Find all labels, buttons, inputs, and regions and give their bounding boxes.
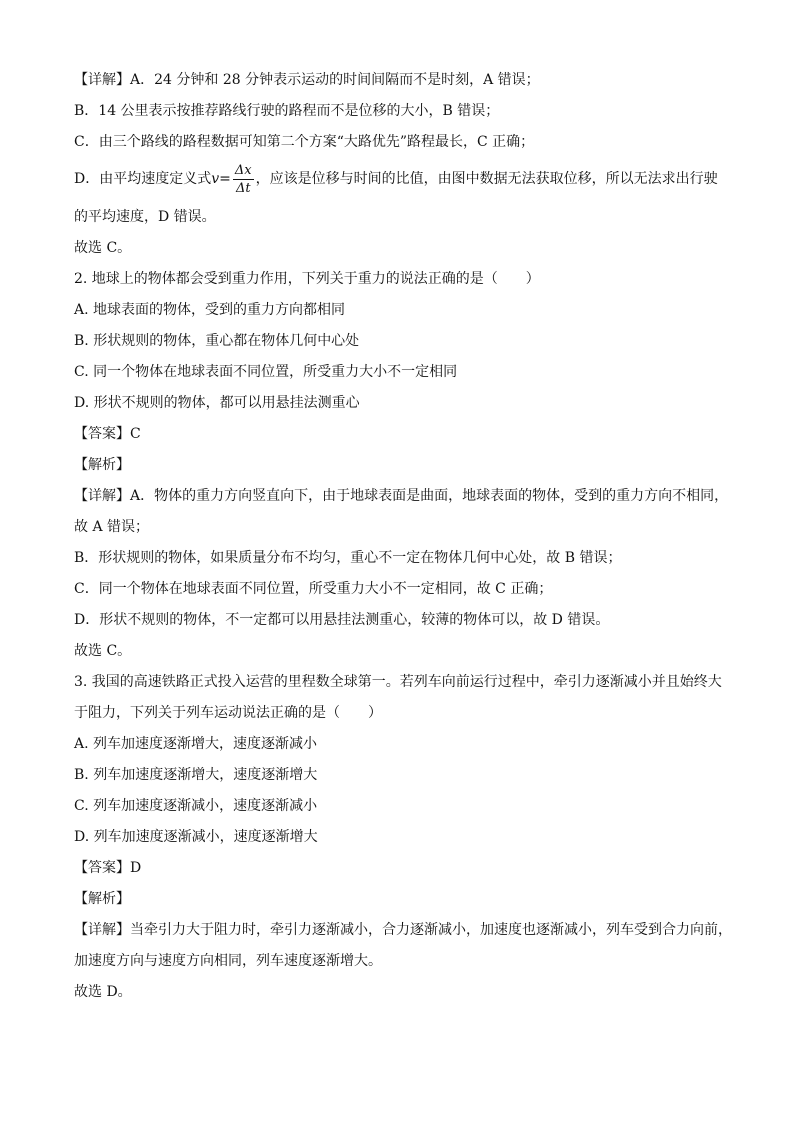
text-line: 【答案】D — [74, 859, 142, 876]
text-line: 【详解】A．物体的重力方向竖直向下，由于地球表面是曲面，地球表面的物体，受到的重力方向不相同， — [74, 487, 729, 504]
formula-variable: v — [211, 171, 220, 187]
text-line: 于阻力，下列关于列车运动说法正确的是（ ） — [74, 704, 382, 721]
q1-detail-c — [74, 126, 734, 157]
q3-detail-1 — [74, 914, 734, 945]
q2-detail-a-1 — [74, 480, 734, 511]
q3-stem-1 — [74, 666, 734, 697]
q2-detail-b — [74, 542, 734, 573]
text-line: D. 形状不规则的物体，都可以用悬挂法测重心 — [74, 394, 360, 411]
q2-opt-a — [74, 294, 734, 325]
fraction-denominator: Δt — [235, 180, 251, 196]
q3-opt-c — [74, 790, 734, 821]
fraction-numerator: Δx — [234, 162, 252, 178]
text-line: D．形状不规则的物体，不一定都可以用悬挂法测重心，较薄的物体可以，故 D 错误。 — [74, 611, 610, 628]
q1-detail-a — [74, 64, 734, 95]
q1-detail-d-2 — [74, 201, 734, 232]
text-line: D. 列车加速度逐渐减小，速度逐渐增大 — [74, 828, 318, 845]
text-line: 【解析】 — [74, 456, 130, 473]
text-line: B. 形状规则的物体，重心都在物体几何中心处 — [74, 332, 360, 349]
text-line: A. 地球表面的物体，受到的重力方向都相同 — [74, 301, 346, 318]
text-line: 【详解】当牵引力大于阻力时，牵引力逐渐减小，合力逐渐减小，加速度也逐渐减小，列车受到合力向前， — [74, 921, 732, 938]
q2-opt-b — [74, 325, 734, 356]
text-line: 【详解】A．24 分钟和 28 分钟表示运动的时间间隔而不是时刻，A 错误； — [74, 71, 540, 88]
text-line: 的平均速度，D 错误。 — [74, 208, 216, 225]
q2-answer — [74, 418, 734, 449]
q3-choose — [74, 976, 734, 1007]
q1-detail-d-formula — [74, 157, 734, 201]
q3-opt-d — [74, 821, 734, 852]
text-line: 故选 C。 — [74, 642, 132, 659]
text-line: 【答案】C — [74, 425, 141, 442]
text-line: 加速度方向与速度方向相同，列车速度逐渐增大。 — [74, 952, 382, 969]
text-line: C. 同一个物体在地球表面不同位置，所受重力大小不一定相同 — [74, 363, 458, 380]
text-line: B．形状规则的物体，如果质量分布不均匀，重心不一定在物体几何中心处，故 B 错误； — [74, 549, 622, 566]
q2-opt-d — [74, 387, 734, 418]
q3-analysis — [74, 883, 734, 914]
text-segment: ，应该是位移与时间的比值，由图中数据无法获取位移，所以无法求出行驶 — [255, 171, 718, 187]
q2-detail-d — [74, 604, 734, 635]
formula-fraction — [233, 164, 254, 195]
text-line: 故选 C。 — [74, 239, 132, 256]
document-body — [74, 64, 734, 1007]
formula-equals: = — [219, 171, 231, 187]
q3-opt-a — [74, 728, 734, 759]
text-line: 3. 我国的高速铁路正式投入运营的里程数全球第一。若列车向前运行过程中，牵引力逐渐减小并且始终大 — [74, 673, 722, 690]
q3-stem-2 — [74, 697, 734, 728]
text-line: C．同一个物体在地球表面不同位置，所受重力大小不一定相同，故 C 正确； — [74, 580, 553, 597]
text-segment: D．由平均速度定义式 — [74, 171, 212, 187]
q2-stem — [74, 263, 734, 294]
q2-detail-a-2 — [74, 511, 734, 542]
text-line: C. 列车加速度逐渐减小，速度逐渐减小 — [74, 797, 318, 814]
text-line: 故选 D。 — [74, 983, 132, 1000]
q3-answer — [74, 852, 734, 883]
q1-detail-b — [74, 95, 734, 126]
text-line: 【解析】 — [74, 890, 130, 907]
q2-analysis — [74, 449, 734, 480]
q3-detail-2 — [74, 945, 734, 976]
q3-opt-b — [74, 759, 734, 790]
q1-choose — [74, 232, 734, 263]
text-line: 2. 地球上的物体都会受到重力作用，下列关于重力的说法正确的是（ ） — [74, 270, 540, 287]
text-line: 故 A 错误； — [74, 518, 150, 535]
text-line: B．14 公里表示按推荐路线行驶的路程而不是位移的大小，B 错误； — [74, 102, 500, 119]
text-line: C．由三个路线的路程数据可知第二个方案“大路优先”路程最长，C 正确； — [74, 133, 535, 150]
text-line: B. 列车加速度逐渐增大，速度逐渐增大 — [74, 766, 318, 783]
q2-choose — [74, 635, 734, 666]
q2-detail-c — [74, 573, 734, 604]
text-line: A. 列车加速度逐渐增大，速度逐渐减小 — [74, 735, 318, 752]
q2-opt-c — [74, 356, 734, 387]
